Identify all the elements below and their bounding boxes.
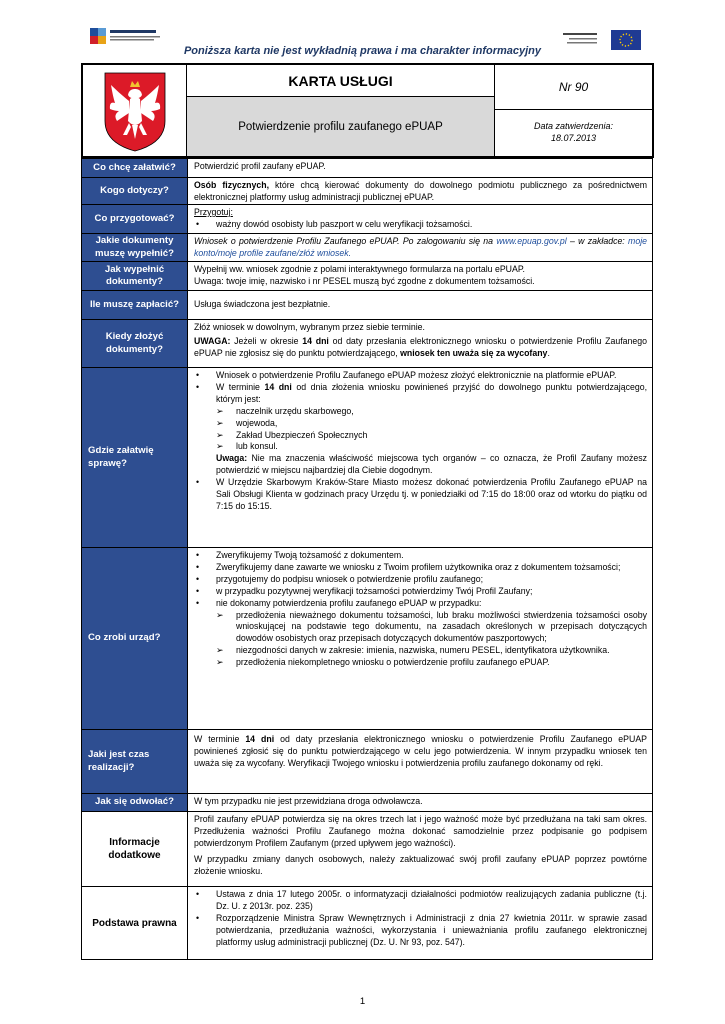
text: Wniosek o potwierdzenie Profilu Zaufanego ePUAP. Po zalogowaniu się na: [194, 236, 497, 246]
note: [194, 453, 647, 477]
sub-item: [194, 406, 647, 418]
list-item-text: W Urzędzie Skarbowym Kraków-Stare Miasto możesz dokonać potwierdzenia Profilu Zaufanego ePUAP na Sali Obsługi Klienta w godzinach pracy Urzędu tj. w poniedziałki od 7:15 do 18:00 oraz od wtorku do piątku od 7:15 do 15:15.: [216, 477, 647, 511]
list-item-text: nie dokonamy potwierdzenia profilu zaufanego ePUAP w przypadku:: [216, 597, 482, 608]
text: W terminie: [216, 381, 265, 392]
row-label: Co chcę załatwić?: [82, 159, 188, 177]
sub-item-text: Zakład Ubezpieczeń Społecznych: [236, 429, 368, 440]
prepare-heading: Przygotuj:: [194, 207, 233, 217]
row-label: Informacje dodatkowe: [82, 812, 188, 886]
approval-date-label: Data zatwierdzenia:: [533, 121, 614, 132]
list-item: [194, 550, 647, 562]
row-content: [188, 234, 652, 261]
epuap-path-link[interactable]: moje konto/moje profile zaufane/złóż wniosek.: [194, 236, 648, 258]
row-who: [82, 177, 652, 204]
bold-text: 14 dni: [245, 734, 275, 744]
row-label: Co przygotować?: [82, 205, 188, 233]
bullet-icon: •: [196, 550, 200, 560]
sub-item: [194, 657, 647, 669]
row-what: [82, 159, 652, 177]
row-content: [188, 812, 652, 886]
text: W terminie: [194, 734, 246, 744]
bold-text: UWAGA:: [194, 335, 231, 346]
list-item-text: w przypadku pozytywnej weryfikacji tożsamości potwierdzimy Twój Profil Zaufany;: [216, 585, 533, 596]
sub-item-text: przedłożenia niekompletnego wniosku o potwierdzenie profilu zaufanego ePUAP.: [236, 657, 550, 668]
list-item: [194, 913, 647, 949]
row-content: Potwierdzić profil zaufany ePUAP.: [194, 161, 326, 171]
list-item: [194, 219, 647, 231]
row-content: [188, 205, 652, 233]
bullet-icon: •: [196, 597, 200, 608]
bold-text: Uwaga:: [216, 453, 248, 464]
row-content: [188, 262, 652, 290]
text: Złóż wniosek w dowolnym, wybranym przez siebie terminie.: [194, 322, 425, 332]
bold-text: Osób fizycznych,: [194, 180, 270, 190]
sub-item: [194, 441, 647, 453]
row-appeal: [82, 793, 652, 811]
sub-item-text: wojewoda,: [236, 417, 278, 428]
text: od dnia złożenia wniosku powinieneś przyjść do dowolnego punktu potwierdzającego, którym jest:: [216, 381, 647, 404]
list-item: [194, 598, 647, 610]
row-label: Jaki jest czas realizacji?: [82, 730, 188, 793]
arrow-icon: ➢: [216, 441, 224, 452]
bullet-icon: •: [196, 218, 200, 229]
row-prepare: [82, 204, 652, 233]
row-when: [82, 319, 652, 367]
list-item-text: przygotujemy do podpisu wniosek o potwierdzenie profilu zaufanego;: [216, 573, 484, 584]
row-content: [188, 368, 652, 547]
bullet-icon: •: [196, 912, 200, 923]
row-fee: [82, 290, 652, 319]
text: – w zakładce:: [566, 236, 629, 246]
row-duration: [82, 729, 652, 793]
disclaimer: Poniższa karta nie jest wykładnią prawa i ma charakter informacyjny: [183, 45, 542, 57]
paragraph: W przypadku zmiany danych osobowych, należy zaktualizować swój profil zaufany ePUAP poprzez powtórne złożenie wniosku.: [194, 853, 647, 876]
arrow-icon: ➢: [216, 657, 224, 668]
list-item: [194, 562, 647, 574]
approval-date-value: 18.07.2013: [550, 133, 597, 143]
row-content: [188, 730, 652, 793]
list-item-text: [216, 382, 647, 406]
text: które chcą kierować dokumenty do dowolnego podmiotu publicznego za pośrednictwem elektronicznej platformy usług administracji publicznej ePUAP.: [194, 180, 647, 202]
sub-item-text: niezgodności danych w zakresie: imienia, nazwiska, numeru PESEL, identyfikatora użytkownika.: [236, 645, 610, 656]
bold-text: wniosek ten uważa się za wycofany: [400, 347, 548, 358]
sub-item: [194, 610, 647, 646]
sub-item: [194, 418, 647, 430]
bullet-icon: •: [196, 585, 200, 596]
row-documents: [82, 233, 652, 261]
arrow-icon: ➢: [216, 417, 224, 428]
list-item: [194, 889, 647, 913]
list-item: [194, 382, 647, 406]
row-label: Kogo dotyczy?: [82, 178, 188, 204]
card-number: Nr 90: [495, 65, 652, 110]
arrow-icon: ➢: [216, 429, 224, 440]
list-item-text: Rozporządzenie Ministra Spraw Wewnętrznych i Administracji z dnia 27 kwietnia 2011r. w sprawie zasad potwierdzania, przedłużania ważności, wykorzystania i unieważniania profilu zaufanego elektronicznej platformy usług administracji publicznej (Dz. U. Nr 93, poz. 547).: [216, 912, 647, 947]
list-item-text: Ustawa z dnia 17 lutego 2005r. o informatyzacji działalności podmiotów realizujących zadania publiczne (t.j. Dz. U. z 2013r. poz. 235): [216, 889, 647, 911]
arrow-icon: ➢: [216, 405, 224, 416]
polish-emblem: [83, 65, 187, 156]
paragraph: Profil zaufany ePUAP potwierdza się na okres trzech lat i jego ważność może być przedłużana na taki sam okres. Przedłużenia ważności Profilu Zaufanego można dokonać samodzielnie przez podpisanie go podpisem potwierdzonym Profilem Zaufanym (przed upływem jego ważności).: [194, 814, 647, 848]
bullet-icon: •: [196, 370, 200, 380]
row-label: Ile muszę zapłacić?: [82, 291, 188, 319]
card-title: KARTA USŁUGI: [187, 65, 495, 97]
info-table: [81, 158, 653, 960]
row-content: [188, 320, 652, 367]
row-label: Jak wypełnić dokumenty?: [82, 262, 188, 290]
bullet-icon: •: [196, 381, 200, 392]
row-where: [82, 367, 652, 547]
text: .: [547, 347, 550, 358]
page-number: 1: [359, 996, 366, 1007]
row-content: [188, 178, 652, 204]
card-header: [81, 63, 654, 158]
list-item-text: Wniosek o potwierdzenie Profilu Zaufanego ePUAP możesz złożyć elektronicznie na platformie ePUAP.: [216, 370, 617, 380]
row-label: Gdzie załatwię sprawę?: [82, 368, 188, 547]
sub-item: [194, 430, 647, 442]
row-label: Co zrobi urząd?: [82, 548, 188, 729]
epuap-link[interactable]: www.epuap.gov.pl: [496, 236, 567, 246]
arrow-icon: ➢: [216, 645, 224, 656]
sub-item-text: przedłożenia nieważnego dokumentu tożsamości, lub braku możliwości stwierdzenia tożsamości osoby wnioskującej na podstawie tego dokumentu, na zasadach określonych w przepisach dotyczących dowodów osobistych oraz przepisach dotyczących dokumentów paszportowych;: [236, 609, 647, 644]
text: Jeżeli w okresie: [230, 335, 303, 346]
row-label: Jakie dokumenty muszę wypełnić?: [82, 234, 188, 261]
list-item: [194, 477, 647, 513]
list-item-text: Zweryfikujemy Twoją tożsamość z dokumentem.: [216, 550, 404, 560]
bullet-icon: •: [196, 889, 200, 899]
list-item: [194, 586, 647, 598]
text: od daty przesłania elektronicznego wniosku o potwierdzenie Profilu Zaufanego ePUAP nie zgłosisz się do punktu potwierdzającego,: [194, 335, 648, 358]
bullet-icon: •: [196, 573, 200, 584]
row-fill: [82, 261, 652, 290]
row-content: Usługa świadczona jest bezpłatnie.: [194, 299, 331, 310]
approval-date: [495, 110, 652, 156]
polish-eagle-icon: [83, 65, 187, 156]
bold-text: 14 dni: [302, 335, 329, 346]
row-label: Podstawa prawna: [82, 887, 188, 959]
text: Wypełnij ww. wniosek zgodnie z polami interaktywnego formularza na portalu ePUAP.: [194, 264, 525, 274]
warning-text: [194, 336, 647, 360]
list-item: [194, 574, 647, 586]
arrow-icon: ➢: [216, 609, 224, 620]
bullet-icon: •: [196, 561, 200, 572]
row-additional-info: [82, 811, 652, 886]
list-item-text: Zweryfikujemy dane zawarte we wniosku z Twoim profilem użytkownika oraz z dokumentem tożsamości;: [216, 561, 621, 572]
text: Uwaga: twoje imię, nazwisko i nr PESEL muszą być zgodne z dokumentem tożsamości.: [194, 275, 535, 286]
bold-text: 14 dni: [264, 381, 292, 392]
sub-item-text: lub konsul.: [236, 441, 278, 452]
service-name: Potwierdzenie profilu zaufanego ePUAP: [187, 97, 495, 156]
list-item: [194, 370, 647, 382]
list-item-text: ważny dowód osobisty lub paszport w celu weryfikacji tożsamości.: [216, 218, 473, 229]
bullet-icon: •: [196, 477, 200, 488]
text: Nie ma znaczenia właściwość miejscowa tych organów – co oznacza, że Profil Zaufany możesz potwierdzić w miejscu najbardziej dla Ciebie dogodnym.: [216, 453, 647, 476]
sub-item-text: naczelnik urzędu skarbowego,: [236, 405, 354, 416]
sub-item: [194, 645, 647, 657]
row-content: [188, 548, 652, 729]
row-label: Kiedy złożyć dokumenty?: [82, 320, 188, 367]
row-legal-basis: [82, 886, 652, 959]
text: od daty przesłania elektronicznego wniosku o potwierdzenie Profilu Zaufanego ePUAP powinieneś zgłosić się do punktu potwierdzającego w celu jego potwierdzenia. W innym przypadku wniosek ten uważa się za wycofany. Weryfikacji Twojego wniosku i potwierdzenia profilu zaufanego dokonamy od ręki.: [194, 734, 647, 768]
row-content: W tym przypadku nie jest przewidziana droga odwoławcza.: [194, 796, 423, 806]
row-label: Jak się odwołać?: [82, 794, 188, 811]
row-office-actions: [82, 547, 652, 729]
row-content: [188, 887, 652, 959]
